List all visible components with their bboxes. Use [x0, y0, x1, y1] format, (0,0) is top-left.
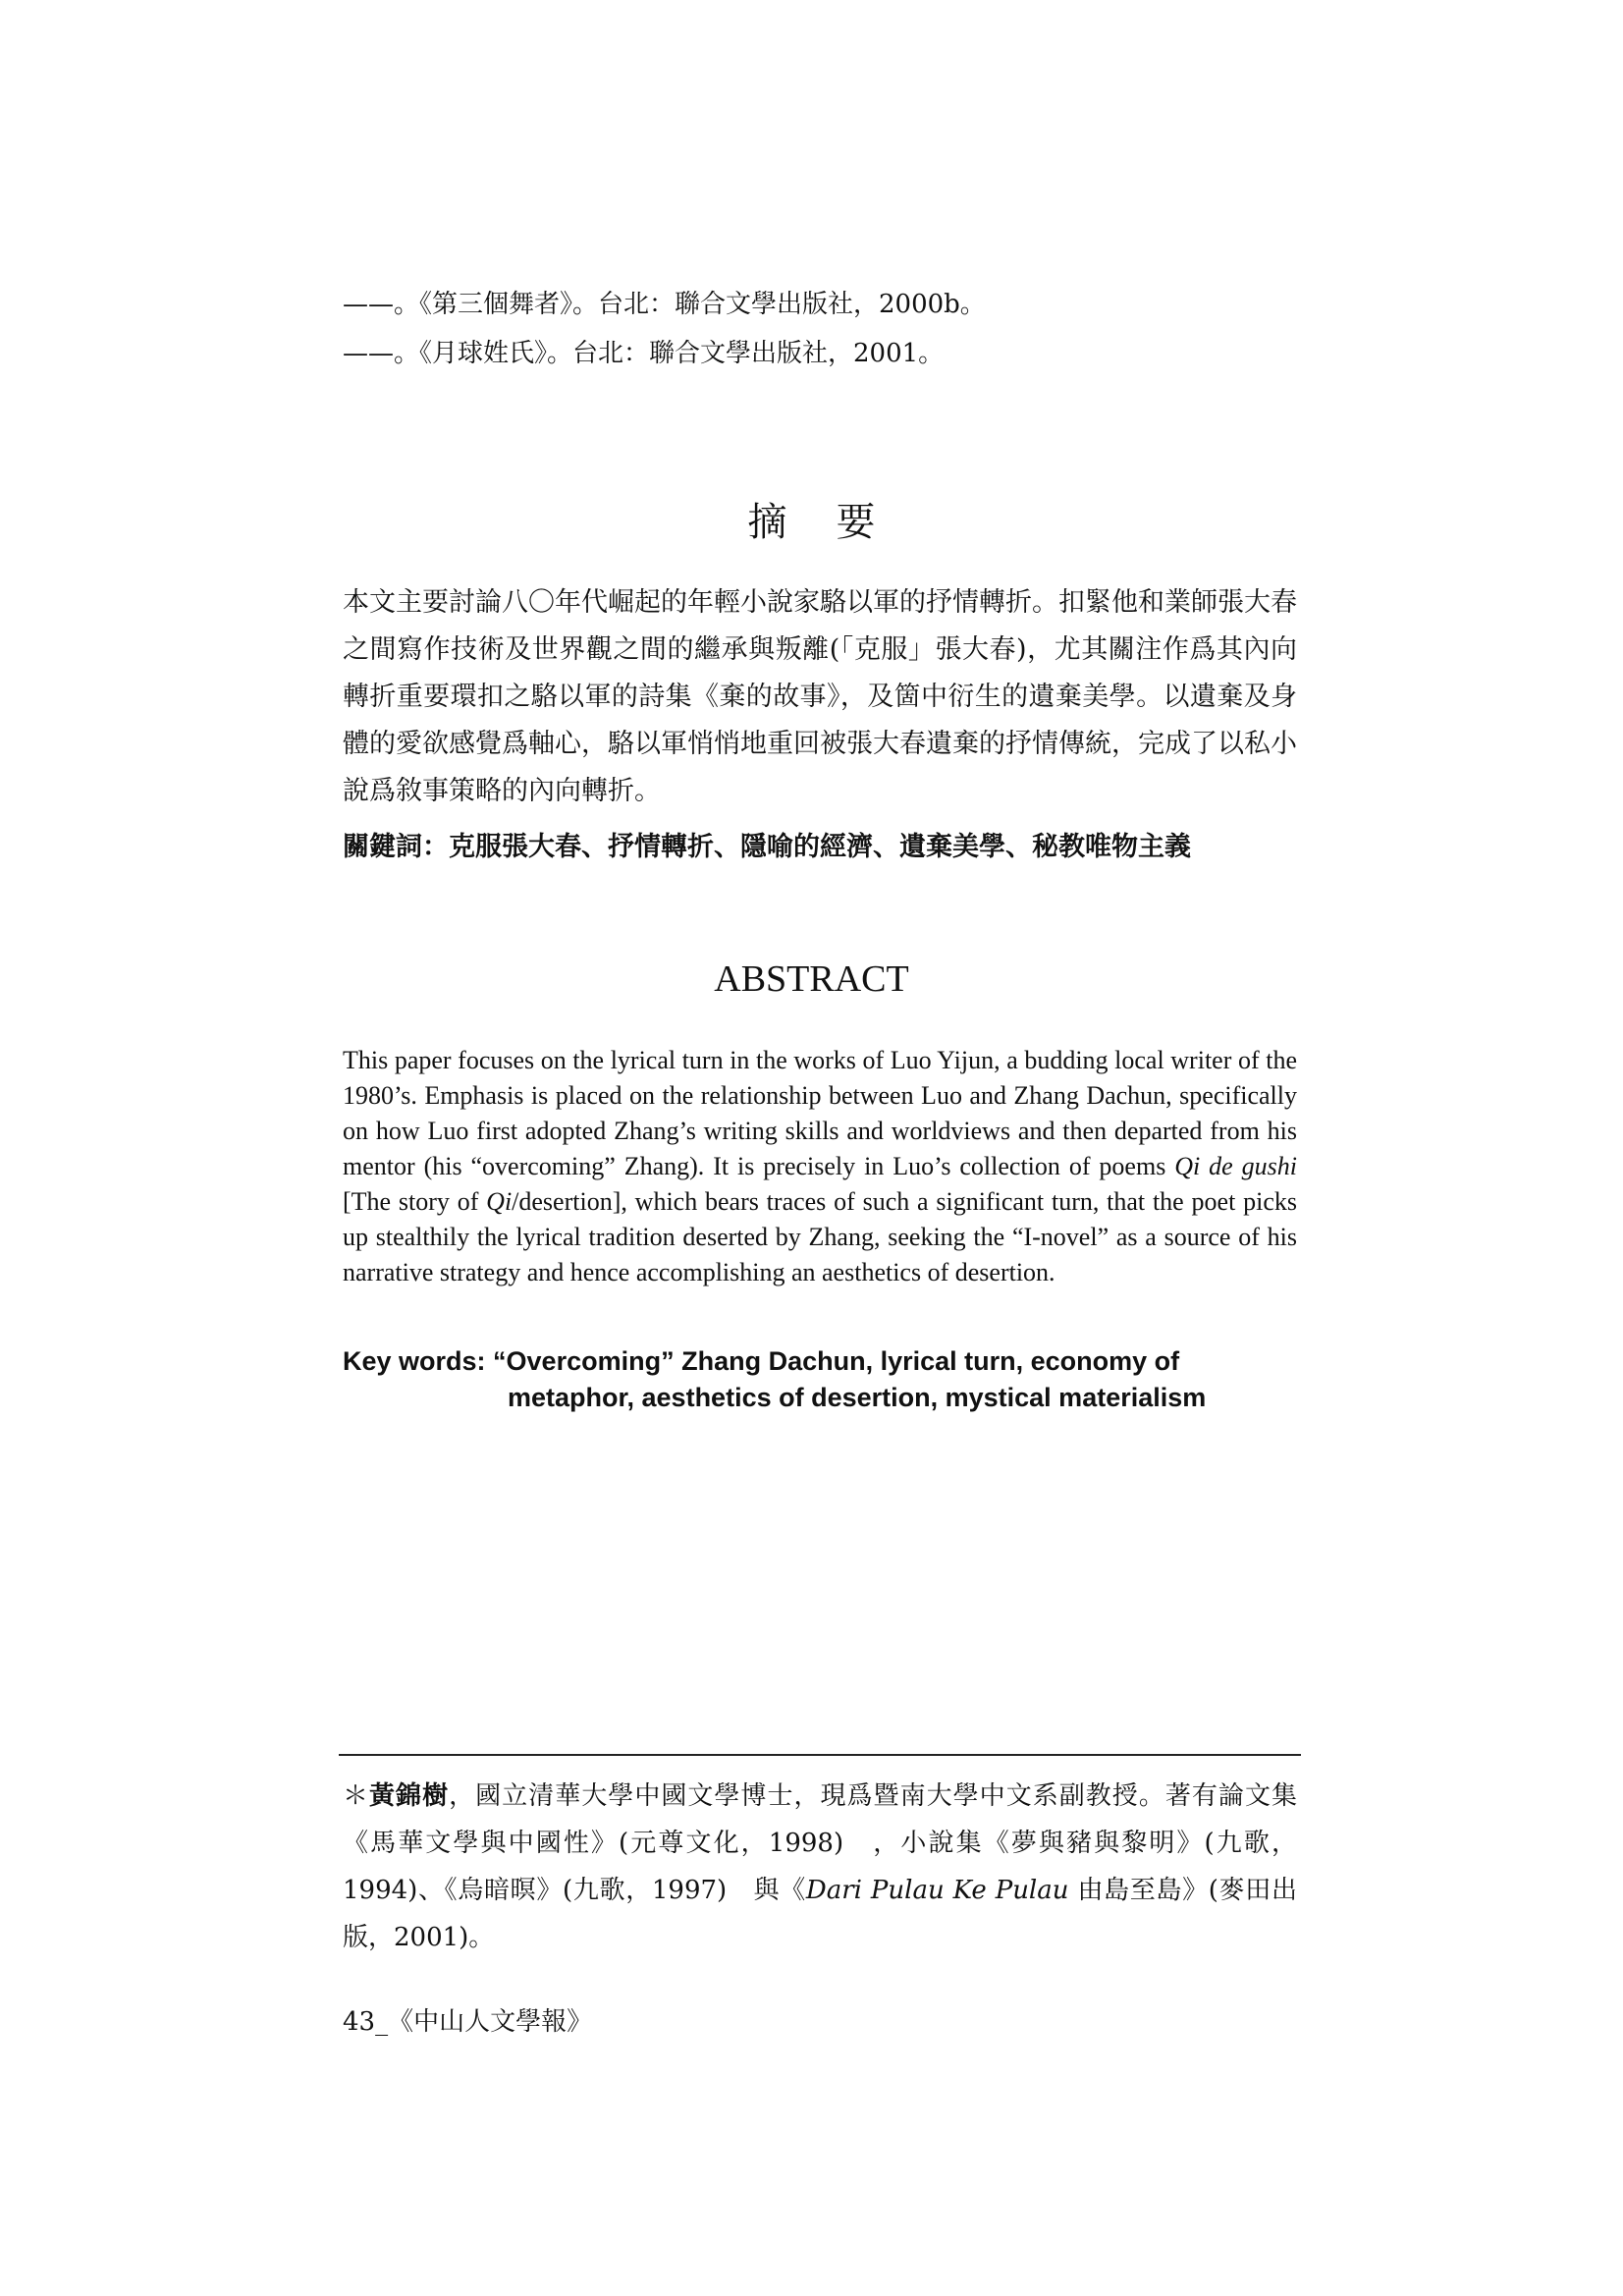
chinese-keywords: 關鍵詞：克服張大春、抒情轉折、隱喻的經濟、遺棄美學、秘教唯物主義 [343, 832, 1191, 862]
book-title-italic: Qi de gushi [1174, 1152, 1297, 1180]
footnote-text: ，國立清華大學中國文學博士，現爲暨南大學中文系副教授。著有論文集《馬華文學與中國性》(元尊文化，1998) ，小說集《夢與豬與黎明》(九歌，1994)、《烏暗暝》(九歌，1997) 與《 [343, 1781, 1297, 1905]
abstract-text: [The story of [343, 1187, 487, 1216]
abstract-text: /desertion], which bears traces of such a significant turn, that the poet picks up stealthily the lyrical tradition deserted by Zhang, seeking the “I-novel” as a source of his narrative strategy and hence accomplishing an aesthetics of desertion. [343, 1187, 1297, 1286]
keywords-line-2: metaphor, aesthetics of desertion, mystical materialism [508, 1383, 1207, 1412]
english-abstract-title: ABSTRACT [714, 958, 909, 1000]
page-footer: 43_《中山人文學報》 [343, 2007, 593, 2037]
author-name: 黃錦樹 [369, 1781, 450, 1811]
keywords-line-1: Key words: “Overcoming” Zhang Dachun, lyrical turn, economy of [343, 1346, 1180, 1376]
abstract-text: This paper focuses on the lyrical turn in the works of Luo Yijun, a budding local writer of the 1980’s. Emphasis is placed on the relationship between Luo and Zhang Dachun, specifically on how Luo first adopted Zhang’s writing skills and worldviews and then departed from his mentor (his “overcoming” Zhang). It is precisely in Luo’s collection of poems [343, 1046, 1297, 1180]
book-title-italic: Dari Pulau Ke Pulau [805, 1876, 1069, 1905]
reference-item: ——。《月球姓氏》。台北：聯合文學出版社，2001。 [343, 339, 945, 368]
reference-item: ——。《第三個舞者》。台北：聯合文學出版社，2000b。 [343, 290, 986, 319]
english-keywords [343, 1343, 1305, 1416]
footnote-divider [339, 1754, 1301, 1756]
chinese-abstract-body: 本文主要討論八〇年代崛起的年輕小說家駱以軍的抒情轉折。扣緊他和業師張大春之間寫作技術及世界觀之間的繼承與叛離(「克服」張大春)，尤其關注作爲其內向轉折重要環扣之駱以軍的詩集《棄的故事》，及箇中衍生的遺棄美學。以遺棄及身體的愛欲感覺爲軸心，駱以軍悄悄地重回被張大春遺棄的抒情傳統，完成了以私小說爲敘事策略的內向轉折。 [343, 587, 1297, 806]
footnote-marker: ＊ [343, 1781, 370, 1811]
author-footnote [343, 1773, 1297, 1961]
qi-italic: Qi [486, 1187, 513, 1216]
references-list [343, 280, 1305, 378]
english-abstract-body [343, 1043, 1297, 1290]
footnote-text: 由島至島》(麥田出版，2001)。 [343, 1876, 1297, 1952]
chinese-abstract-title: 摘要 [747, 500, 925, 545]
